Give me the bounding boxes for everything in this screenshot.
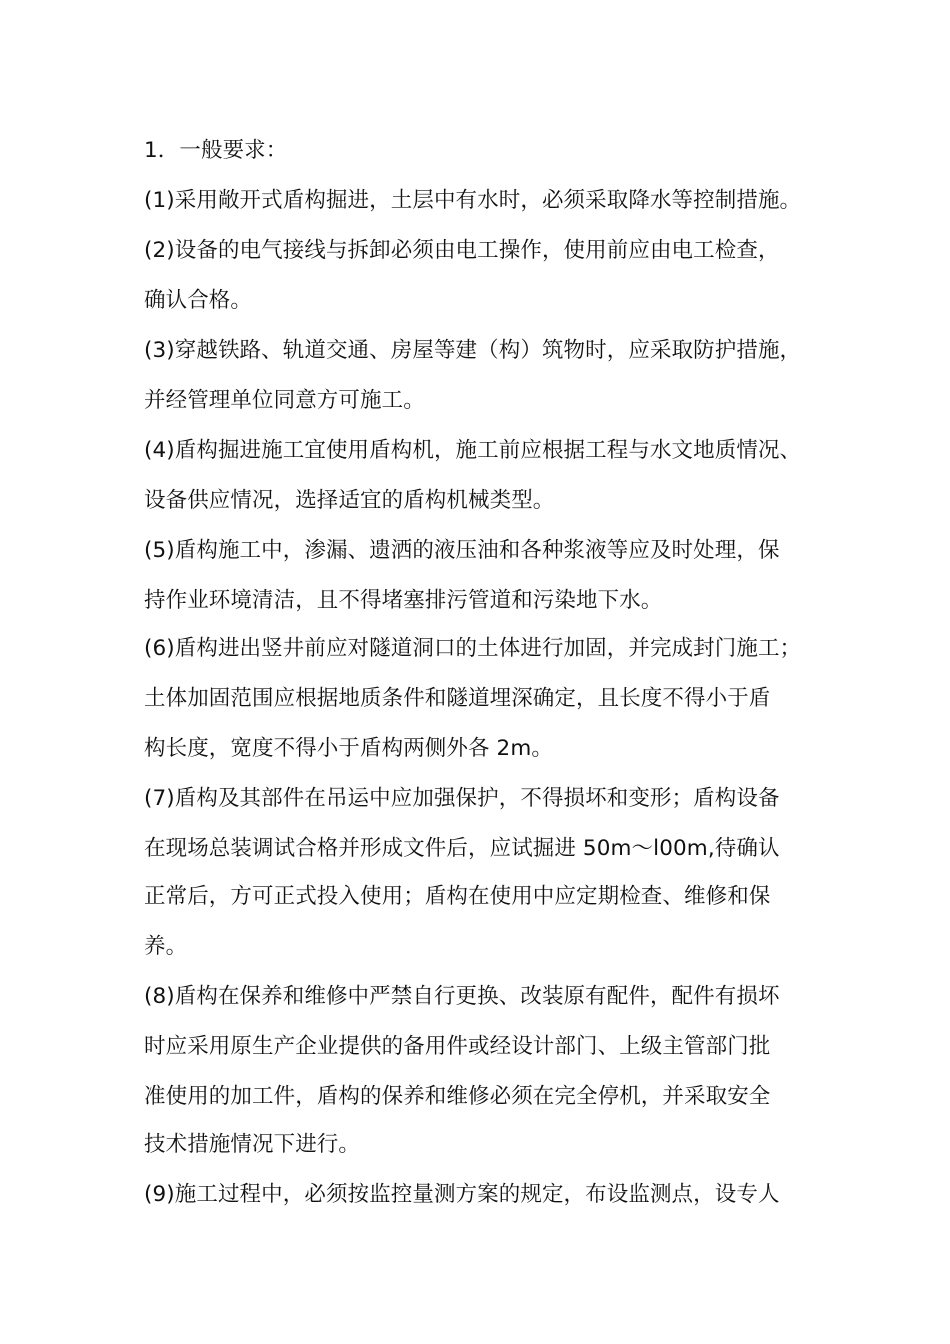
text-line: (5)盾构施工中，渗漏、遗洒的液压油和各种浆液等应及时处理，保 [144,538,780,563]
text-line: 确认合格。 [144,288,253,313]
text-line: (1)采用敞开式盾构掘进，土层中有水时，必须采取降水等控制措施。 [144,188,802,213]
text-line: 技术措施情况下进行。 [144,1132,361,1157]
text-line: (2)设备的电气接线与拆卸必须由电工操作，使用前应由电工检查， [144,238,780,263]
text-line: 时应采用原生产企业提供的备用件或经设计部门、上级主管部门批 [144,1034,771,1059]
text-line: (9)施工过程中，必须按监控量测方案的规定，布设监测点，设专人 [144,1182,780,1207]
text-line: 正常后，方可正式投入使用；盾构在使用中应定期检查、维修和保 [144,884,771,909]
text-line: 准使用的加工件，盾构的保养和维修必须在完全停机，并采取安全 [144,1084,771,1109]
section-heading: 1．一般要求： [144,138,288,163]
text-line: (7)盾构及其部件在吊运中应加强保护，不得损坏和变形；盾构设备 [144,786,780,811]
text-line: (4)盾构掘进施工宜使用盾构机，施工前应根据工程与水文地质情况、 [144,438,802,463]
text-line: 在现场总装调试合格并形成文件后，应试掘进 50m～l00m,待确认 [144,836,780,861]
text-line: 养。 [144,934,188,959]
text-line: 构长度，宽度不得小于盾构两侧外各 2m。 [144,736,553,761]
text-line: 持作业环境清洁，且不得堵塞排污管道和污染地下水。 [144,588,663,613]
text-line: 设备供应情况，选择适宜的盾构机械类型。 [144,488,555,513]
text-line: 土体加固范围应根据地质条件和隧道埋深确定，且长度不得小于盾 [144,686,771,711]
text-line: (3)穿越铁路、轨道交通、房屋等建（构）筑物时，应采取防护措施， [144,338,802,363]
text-line: (8)盾构在保养和维修中严禁自行更换、改装原有配件，配件有损坏 [144,984,780,1009]
text-line: 并经管理单位同意方可施工。 [144,388,425,413]
text-line: (6)盾构进出竖井前应对隧道洞口的土体进行加固，并完成封门施工； [144,636,802,661]
